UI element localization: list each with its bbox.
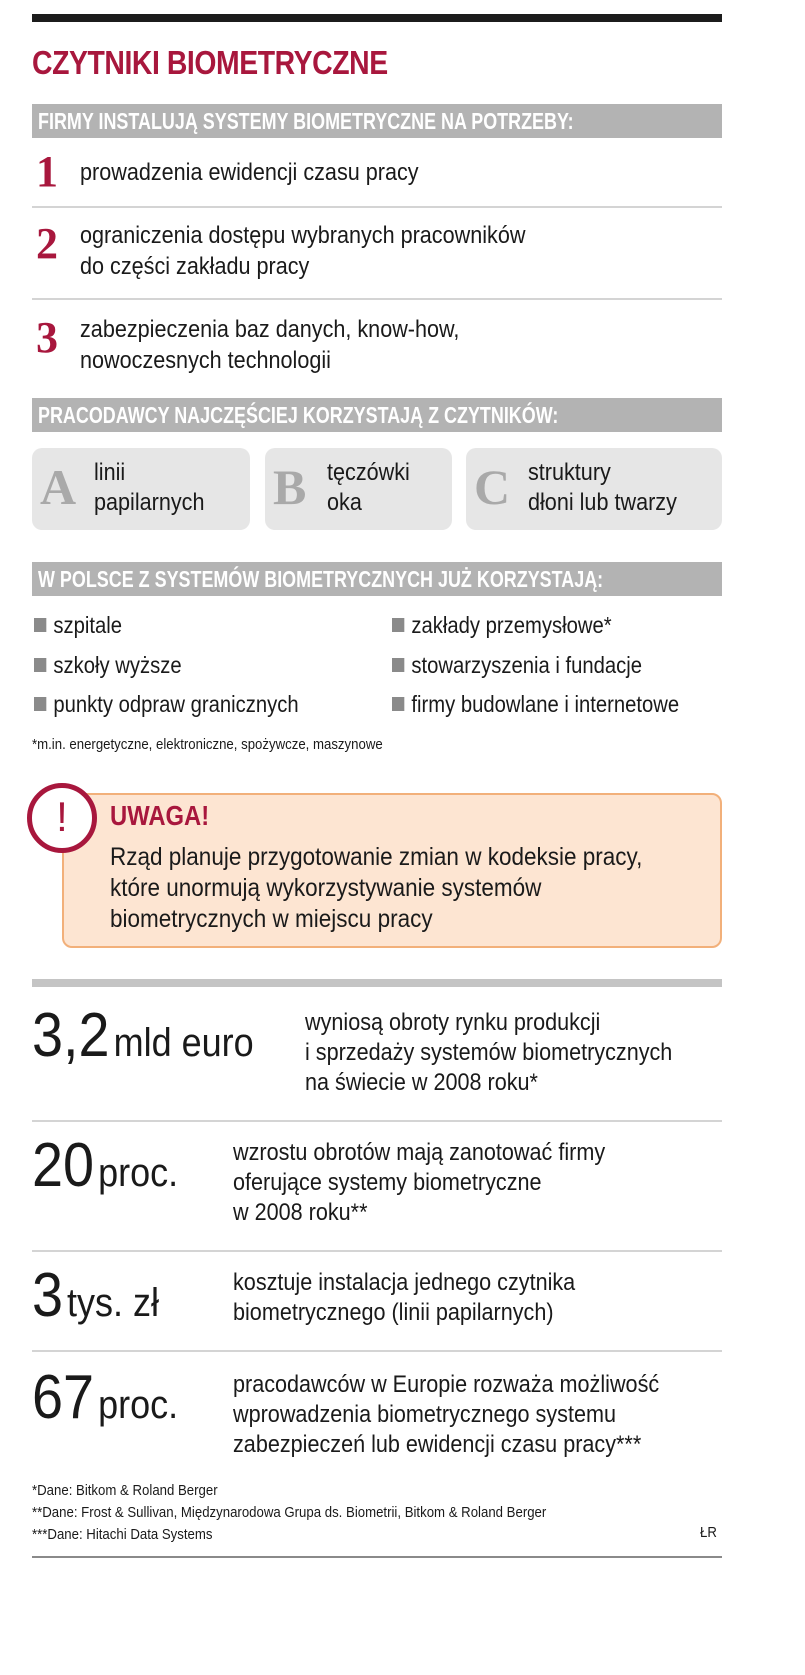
stat-unit: tys. zł (67, 1281, 160, 1325)
divider (32, 206, 722, 208)
section-heading-purposes (32, 104, 722, 138)
stat-line: wprowadzenia biometrycznego systemu (233, 1401, 616, 1428)
item-line: prowadzenia ewidencji czasu pracy (80, 159, 419, 186)
stat-unit: mld euro (113, 1021, 254, 1065)
warning-line: biometrycznych w miejscu pracy (110, 905, 433, 933)
stat-unit: proc. (98, 1151, 179, 1195)
card-letter: A (40, 459, 77, 515)
stat-description (305, 1008, 672, 1098)
card-letter: B (273, 459, 307, 515)
card-line: linii (94, 459, 126, 486)
stat-value (32, 1362, 178, 1433)
purpose-item (80, 314, 459, 376)
list-item (392, 652, 642, 679)
stat-number: 3,2 (32, 1001, 110, 1070)
square-bullet-icon (392, 697, 404, 711)
stat-line: wzrostu obrotów mają zanotować firmy (233, 1139, 606, 1166)
stat-description (233, 1370, 659, 1460)
divider (32, 1250, 722, 1252)
section-separator (32, 979, 722, 987)
stat-line: na świecie w 2008 roku* (305, 1069, 538, 1096)
item-number: 1 (36, 147, 58, 196)
source-line: ***Dane: Hitachi Data Systems (32, 1526, 213, 1543)
stat-number: 67 (32, 1363, 95, 1432)
section-heading-text: FIRMY INSTALUJĄ SYSTEMY BIOMETRYCZNE NA POTRZEBY: (38, 108, 574, 134)
list-item-text: zakłady przemysłowe* (411, 612, 612, 638)
divider (32, 298, 722, 300)
sources (32, 1480, 546, 1546)
list-item (34, 652, 182, 679)
reader-card-b (265, 448, 452, 530)
square-bullet-icon (34, 697, 46, 711)
source-line: **Dane: Frost & Sullivan, Międzynarodowa Grupa ds. Biometrii, Bitkom & Roland Berger (32, 1504, 547, 1521)
section-heading-readers (32, 398, 722, 432)
reader-card-c (466, 448, 722, 530)
warning-line: które unormują wykorzystywanie systemów (110, 874, 542, 902)
square-bullet-icon (34, 658, 46, 672)
purpose-item (80, 157, 419, 188)
list-item (392, 612, 612, 639)
divider (32, 1120, 722, 1122)
section-heading-users (32, 562, 722, 596)
list-item-text: punkty odpraw granicznych (53, 691, 299, 717)
list-item-text: szpitale (53, 612, 122, 638)
stat-line: biometrycznego (linii papilarnych) (233, 1299, 554, 1326)
stat-value (32, 1260, 159, 1331)
author-initials: ŁR (700, 1524, 717, 1541)
purpose-item (80, 220, 525, 282)
source-line: *Dane: Bitkom & Roland Berger (32, 1482, 218, 1499)
warning-title: UWAGA! (110, 800, 210, 831)
item-line: nowoczesnych technologii (80, 347, 331, 374)
stat-value (32, 1000, 254, 1071)
card-line: struktury (528, 459, 611, 486)
item-number: 2 (36, 219, 58, 268)
footnote: *m.in. energetyczne, elektroniczne, spożywcze, maszynowe (32, 736, 383, 753)
list-item (34, 612, 122, 639)
divider (32, 1350, 722, 1352)
warning-line: Rząd planuje przygotowanie zmian w kodeksie pracy, (110, 843, 643, 871)
stat-line: w 2008 roku** (233, 1199, 368, 1226)
stat-description (233, 1138, 605, 1228)
stat-number: 3 (32, 1261, 64, 1330)
card-line: dłoni lub twarzy (528, 489, 677, 516)
section-heading-text: PRACODAWCY NAJCZĘŚCIEJ KORZYSTAJĄ Z CZYTNIKÓW: (38, 402, 559, 428)
stat-line: zabezpieczeń lub ewidencji czasu pracy*** (233, 1431, 642, 1458)
list-item-text: firmy budowlane i internetowe (411, 691, 680, 717)
card-line: tęczówki (327, 459, 410, 486)
warning-text (110, 842, 642, 935)
list-item-text: stowarzyszenia i fundacje (411, 652, 642, 678)
stat-value (32, 1130, 178, 1201)
top-rule (32, 14, 722, 22)
square-bullet-icon (392, 658, 404, 672)
section-heading-text: W POLSCE Z SYSTEMÓW BIOMETRYCZNYCH JUŻ KORZYSTAJĄ: (38, 566, 604, 592)
page-title: CZYTNIKI BIOMETRYCZNE (32, 44, 388, 81)
item-line: do części zakładu pracy (80, 253, 310, 280)
item-number: 3 (36, 313, 58, 362)
reader-card-a (32, 448, 250, 530)
stat-line: pracodawców w Europie rozważa możliwość (233, 1371, 660, 1398)
stat-line: wyniosą obroty rynku produkcji (305, 1009, 601, 1036)
stat-line: kosztuje instalacja jednego czytnika (233, 1269, 576, 1296)
card-line: oka (327, 489, 362, 516)
item-line: zabezpieczenia baz danych, know-how, (80, 316, 460, 343)
card-line: papilarnych (94, 489, 205, 516)
card-letter: C (474, 459, 511, 515)
stat-number: 20 (32, 1131, 95, 1200)
stat-unit: proc. (98, 1383, 179, 1427)
stat-line: i sprzedaży systemów biometrycznych (305, 1039, 673, 1066)
square-bullet-icon (34, 618, 46, 632)
list-item (34, 691, 299, 718)
stat-line: oferujące systemy biometryczne (233, 1169, 542, 1196)
list-item-text: szkoły wyższe (53, 652, 182, 678)
square-bullet-icon (392, 618, 404, 632)
exclamation-icon: ! (27, 783, 97, 853)
stat-description (233, 1268, 575, 1328)
bottom-rule (32, 1556, 722, 1558)
list-item (392, 691, 679, 718)
item-line: ograniczenia dostępu wybranych pracowników (80, 222, 526, 249)
